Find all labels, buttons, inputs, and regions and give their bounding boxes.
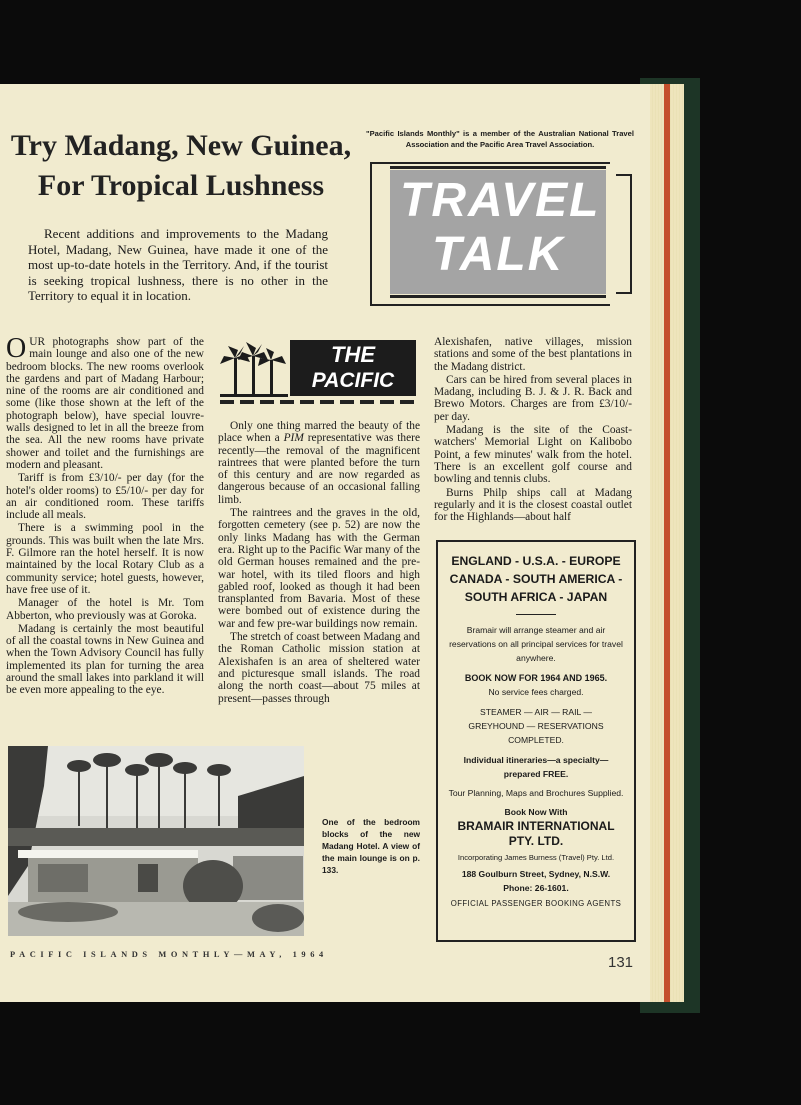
page-edge-marker [664, 84, 670, 1002]
column-2 [218, 420, 420, 706]
column-1 [6, 333, 204, 698]
drop-cap: O [6, 333, 27, 364]
advert-intro: Bramair will arrange steamer and air reservations on all principal services for travel anywhere. [449, 625, 623, 663]
advert-tour-planning: Tour Planning, Maps and Brochures Supplied. [448, 788, 624, 798]
advert-incorporating: Incorporating James Burness (Travel) Pty. Ltd. [457, 853, 615, 862]
col2-paragraph-1-start: Only one thing marred the beauty of the place when a [218, 420, 420, 445]
association-notice: "Pacific Islands Monthly" is a member of the Australian National Travel Association and the Pacific Area Travel Association. [366, 129, 634, 150]
advert-agents: OFFICIAL PASSENGER BOOKING AGENTS [450, 899, 622, 908]
col2-paragraph-2: The raintrees and the graves in the old, forgotten cemetery (see p. 52) are now the only links Madang has with the German era. Right up to the Pacific War many of the old German houses remained and the pre-war hotel, with its tiled floors and high gabled roof, looked as though it had been transplanted from Bavaria. Most of these were bombed out of existence during the war and few pre-war buildings now remain. [218, 507, 420, 630]
col1-paragraph-5: Madang is certainly the most beautiful of all the coastal towns in New Guinea and when the Town Advisory Council has fully implemented its plan for turning the area around the small lakes into parkland it will be even more appealing to the eye. [6, 622, 204, 697]
column-3 [434, 336, 632, 524]
advert-modes-2: GREYHOUND — RESERVATIONS [468, 721, 604, 731]
running-footer: PACIFIC ISLANDS MONTHLY—MAY, 1964 [10, 950, 328, 959]
article-intro: Recent additions and improvements to the Madang Hotel, Madang, New Guinea, have made it one of the most up-to-date hotels in the Territory. And, if the tourist is seeking tropical lushness, there is no other in the Territory to equal it in location. [28, 226, 328, 304]
article-title-line2: For Tropical Lushness [37, 169, 325, 202]
the-pacific-line1: THE [331, 342, 375, 367]
the-pacific-logo [220, 340, 416, 404]
col2-paragraph-1-end: representative was there recently—the removal of the magnificent raintrees that were planted before the turn of this century and are now regarded as dangerous because of an occasional falling limb. [218, 432, 420, 506]
advert-modes-1: STEAMER — AIR — RAIL — [480, 707, 592, 717]
palm-trees-icon [220, 340, 288, 398]
col1-paragraph-3: There is a swimming pool in the grounds. This was built when the late Mrs. F. Gilmore ran the hotel herself. It is now maintained by the local Rotary Club as a community service; hotel guests, however, have free use of it. [6, 522, 204, 596]
advert-book-with: Book Now With [504, 807, 568, 817]
advert-book-now: BOOK NOW FOR 1964 AND 1965. [464, 673, 608, 683]
advert-divider [516, 614, 556, 615]
pim-abbreviation: PIM [283, 432, 304, 445]
advert-destinations-line1: ENGLAND - U.S.A. - EUROPE [451, 554, 621, 568]
page-number: 131 [608, 954, 634, 971]
advert-destinations-line3: SOUTH AFRICA - JAPAN [464, 590, 608, 604]
advert-no-fees: No service fees charged. [488, 687, 584, 697]
travel-talk-rule-bottom [390, 295, 606, 298]
advert-company-line1: BRAMAIR INTERNATIONAL [457, 819, 615, 833]
advert-destinations-line2: CANADA - SOUTH AMERICA - [449, 572, 623, 586]
hotel-photo [8, 746, 304, 936]
col1-paragraph-4: Manager of the hotel is Mr. Tom Abberton, who previously was at Goroka. [6, 597, 204, 622]
hotel-photo-image [8, 746, 304, 936]
advert-company-line2: PTY. LTD. [508, 834, 564, 848]
the-pacific-line2: PACIFIC [311, 369, 395, 392]
col3-paragraph-3: Madang is the site of the Coast-watchers' Memorial Light on Kalibobo Point, a few minutes' walk from the hotel. There is an excellent golf course and bowling and tennis clubs. [434, 424, 632, 486]
advert-address: 188 Goulburn Street, Sydney, N.S.W. [461, 869, 611, 879]
col2-paragraph-3: The stretch of coast between Madang and the Roman Catholic mission station at Alexishafen is an area of sheltered water and picturesque small islands. The road along the north coast—about 75 miles at present—passes through [218, 631, 420, 705]
col1-paragraph-1: UR photographs show part of the main lounge and also one of the new bedroom blocks. The new rooms overlook the gardens and part of Madang Harbour; nine of the rooms are air conditioned and some (like those shown at the left of the photograph below), have special louvre-walls designed to let in all the breeze from the sea. All the new rooms have private shower and toilet and the furnishings are modern and pleasant. [6, 336, 204, 471]
article-title [6, 126, 356, 206]
advert-phone: Phone: 26-1601. [503, 883, 569, 893]
col3-paragraph-1: Alexishafen, native villages, mission stations and some of the best plantations in the Madang district. [434, 336, 632, 373]
photo-caption: One of the bedroom blocks of the new Madang Hotel. A view of the main lounge is on p. 133. [322, 817, 420, 875]
the-pacific-dashed-rule [220, 400, 416, 404]
travel-talk-rule-top [390, 166, 606, 169]
advert-modes-3: COMPLETED. [508, 735, 564, 745]
magazine-page [0, 84, 650, 1002]
travel-talk-logo [370, 162, 632, 302]
col2-paragraph-1 [218, 420, 420, 506]
bramair-advert [436, 540, 636, 942]
travel-talk-line2: TALK [432, 228, 565, 281]
travel-talk-line1: TRAVEL [400, 174, 601, 227]
col1-paragraph-2: Tariff is from £3/10/- per day (for the hotel's older rooms) to £5/10/- per day for an air conditioned room. These tariffs include all meals. [6, 472, 204, 522]
page-edges [648, 84, 684, 1002]
col3-paragraph-4: Burns Philp ships call at Madang regularly and it is the closest coastal outlet for the Highlands—about half [434, 486, 632, 524]
article-title-line1: Try Madang, New Guinea, [10, 129, 352, 162]
advert-itineraries: Individual itineraries—a specialty—prepared FREE. [463, 755, 609, 779]
col3-paragraph-2: Cars can be hired from several places in Madang, including B. J. & J. R. Back and Brewo Motors. Charges are from £3/10/- per day. [434, 373, 632, 423]
